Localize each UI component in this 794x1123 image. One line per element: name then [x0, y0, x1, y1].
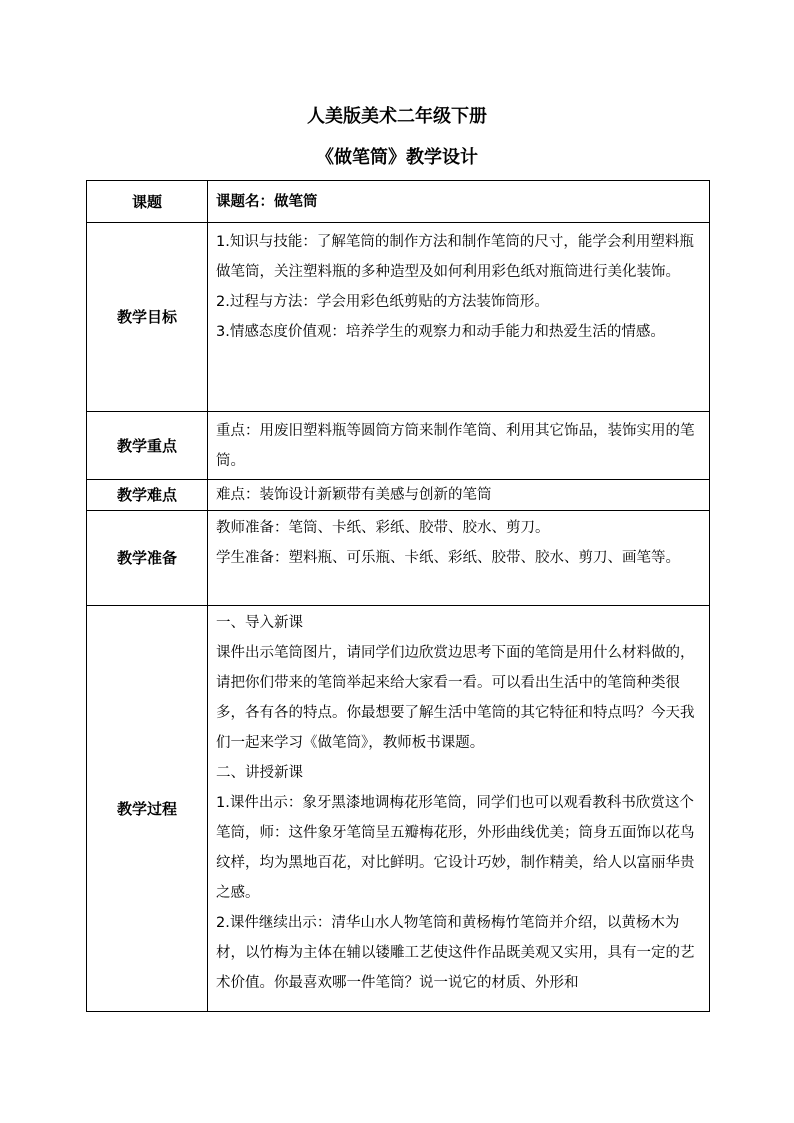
- goal-knowledge: 1.知识与技能：了解笔筒的制作方法和制作笔筒的尺寸，能学会利用塑料瓶做笔筒，关注塑料瓶的多种造型及如何利用彩色纸对瓶筒进行美化装饰。: [216, 234, 694, 280]
- row-goals: [87, 223, 710, 412]
- label-difficulty: 教学难点: [87, 480, 208, 511]
- row-key-points: [87, 412, 710, 480]
- row-difficulty: [87, 480, 710, 511]
- cell-process: [208, 606, 710, 1012]
- goal-attitude: 3.情感态度价值观：培养学生的观察力和动手能力和热爱生活的情感。: [216, 324, 665, 340]
- process-section-teach: 二、讲授新课: [216, 765, 303, 781]
- document-title: 人美版美术二年级下册: [307, 106, 487, 127]
- process-section-intro: 一、导入新课: [216, 615, 303, 631]
- row-process: [87, 606, 710, 1012]
- process-step-2: 2.课件继续出示：清华山水人物笔筒和黄杨梅竹笔筒并介绍，以黄杨木为材，以竹梅为主体在辅以镂雕工艺使这件作品既美观又实用，具有一定的艺术价值。你最喜欢哪一件笔筒？说一说它的材质、外形和: [216, 915, 695, 991]
- prep-teacher: 教师准备：笔筒、卡纸、彩纸、胶带、胶水、剪刀。: [216, 520, 550, 536]
- value-difficulty: 难点：装饰设计新颖带有美感与创新的笔筒: [208, 480, 710, 511]
- cell-preparation: [208, 511, 710, 606]
- process-step-1: 1.课件出示：象牙黑漆地调梅花形笔筒，同学们也可以观看教科书欣赏这个笔筒，师：这件象牙笔筒呈五瓣梅花形，外形曲线优美；筒身五面饰以花鸟纹样，均为黑地百花，对比鲜明。它设计巧妙，制作精美，给人以富丽华贵之感。: [216, 795, 695, 901]
- label-key-points: 教学重点: [87, 412, 208, 480]
- value-key-points: 重点：用废旧塑料瓶等圆筒方筒来制作笔筒、利用其它饰品，装饰实用的笔筒。: [208, 412, 710, 480]
- document-subtitle: 《做笔筒》教学设计: [316, 147, 478, 168]
- process-intro-text: 课件出示笔筒图片，请同学们边欣赏边思考下面的笔筒是用什么材料做的，请把你们带来的笔筒举起来给大家看一看。可以看出生活中的笔筒种类很多，各有各的特点。你最想要了解生活中笔筒的其它特征和特点吗？今天我们一起来学习《做笔筒》，教师板书课题。: [216, 645, 695, 751]
- value-topic: 课题名：做笔筒: [208, 181, 710, 223]
- label-process: 教学过程: [87, 606, 208, 1012]
- label-topic: 课题: [87, 181, 208, 223]
- row-preparation: [87, 511, 710, 606]
- row-topic: [87, 181, 710, 223]
- prep-student: 学生准备：塑料瓶、可乐瓶、卡纸、彩纸、胶带、胶水、剪刀、画笔等。: [216, 550, 680, 566]
- label-goals: 教学目标: [87, 223, 208, 412]
- lesson-plan-table: [86, 180, 710, 1012]
- label-preparation: 教学准备: [87, 511, 208, 606]
- cell-goals: [208, 223, 710, 412]
- goal-method: 2.过程与方法：学会用彩色纸剪贴的方法装饰筒形。: [216, 294, 549, 310]
